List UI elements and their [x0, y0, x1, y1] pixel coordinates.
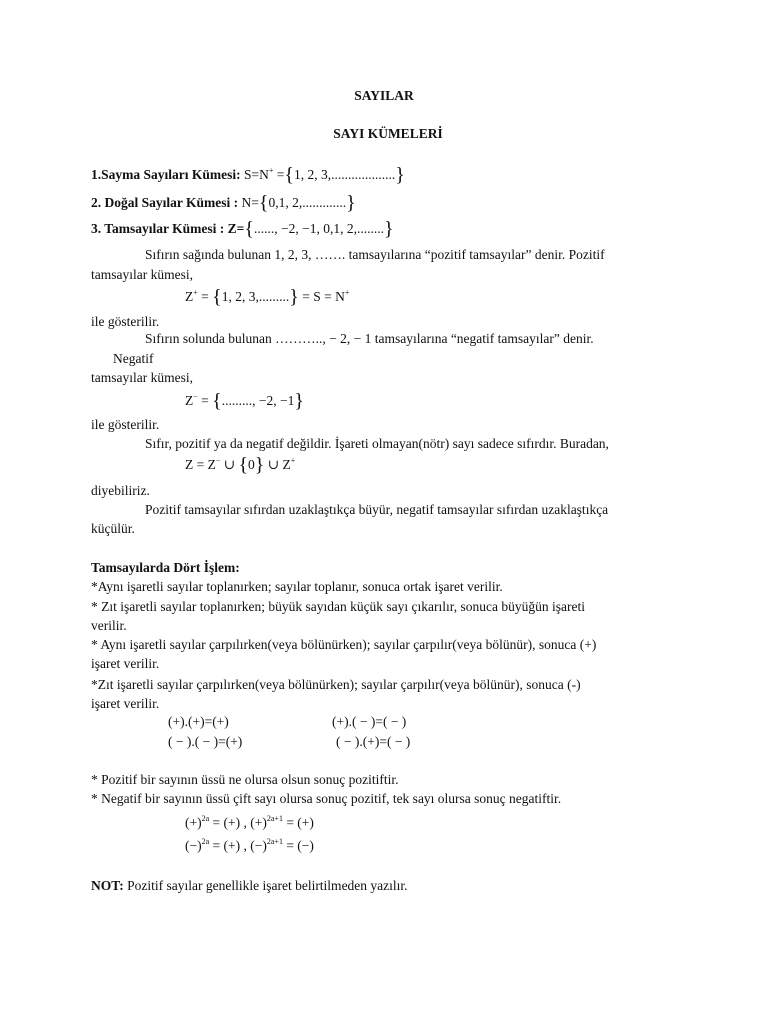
rule-positive-power: * Pozitif bir sayının üssü ne olursa olsun sonuç pozitiftir.	[91, 772, 399, 787]
set-natural	[91, 194, 356, 212]
rule-diff-sign-mul-line2: işaret verilir.	[91, 696, 160, 711]
paragraph-magnitude-line1: Pozitif tamsayılar sıfırdan uzaklaştıkça büyür, negatif tamsayılar sıfırdan uzaklaştıkça	[145, 502, 609, 517]
formula-set: 1, 2, 3,.........	[221, 289, 290, 304]
brace-open: {	[244, 218, 254, 240]
power-part: = (+)	[282, 815, 314, 830]
paragraph-zero-line1: Sıfır, pozitif ya da negatif değildir. İşareti olmayan(nötr) sayı sadece sıfırdır. Buradan,	[145, 436, 609, 451]
formula-set: 0	[248, 457, 255, 472]
set-sep: : Z=	[216, 221, 245, 236]
power-exp: 2a+1	[266, 814, 283, 823]
power-part: = (−)	[282, 838, 314, 853]
rule-negative-power: * Negatif bir sayının üssü çift sayı olursa sonuç pozitif, tek sayı olursa sonuç negatiftir.	[91, 791, 562, 806]
power-exp: 2a	[201, 837, 210, 846]
paragraph-negative-after: ile gösterilir.	[91, 417, 160, 432]
paragraph-negative-line2: Negatif	[113, 351, 154, 366]
brace-close: }	[395, 164, 405, 186]
sign-product-4: ( − ).(+)=( − )	[336, 734, 411, 749]
power-part: = (+) , (−)	[209, 838, 267, 853]
formula-sup: +	[290, 456, 296, 465]
paragraph-positive-line2: tamsayılar kümesi,	[91, 267, 193, 282]
set-label: 1.Sayma Sayıları Kümesi:	[91, 167, 241, 182]
sign-product-2: (+).( − )=( − )	[332, 714, 407, 729]
brace-close: }	[383, 218, 394, 240]
rule-same-sign-mul-line2: işaret verilir.	[91, 656, 160, 671]
brace-open: {	[238, 454, 249, 476]
brace-close: }	[254, 454, 265, 476]
set-label: 2. Doğal Sayılar Kümesi	[91, 195, 231, 210]
set-sep: :	[230, 195, 242, 210]
formula-part: Z	[185, 289, 194, 304]
formula-negative	[185, 392, 304, 410]
set-eq: =	[273, 167, 285, 182]
brace-open: {	[212, 286, 222, 308]
section-title: SAYI KÜMELERİ	[333, 126, 443, 141]
brace-open: {	[212, 390, 222, 412]
set-prefix: N=	[241, 195, 259, 210]
note	[91, 877, 408, 895]
brace-open: {	[284, 164, 295, 186]
formula-sup: −	[215, 456, 221, 465]
paragraph-zero-after: diyebiliriz.	[91, 483, 150, 498]
formula-set: ........., −2, −1	[221, 393, 295, 408]
paragraph-negative-line1: Sıfırın solunda bulunan ……….., − 2, − 1 tamsayılarına “negatif tamsayılar” denir.	[145, 331, 594, 346]
note-text: Pozitif sayılar genellikle işaret belirtilmeden yazılır.	[123, 878, 408, 893]
formula-part: =	[197, 289, 213, 304]
rule-diff-sign-add-line2: verilir.	[91, 618, 127, 633]
formula-sup: +	[344, 288, 350, 297]
sign-product-1: (+).(+)=(+)	[168, 714, 229, 729]
formula-part: Z	[185, 393, 194, 408]
set-content: 1, 2, 3,...................	[294, 167, 396, 182]
formula-sup: +	[193, 288, 198, 297]
power-part: = (+) , (+)	[209, 815, 267, 830]
power-exp: 2a	[201, 814, 210, 823]
set-sup: +	[268, 166, 274, 175]
brace-close: }	[289, 286, 299, 308]
paragraph-magnitude-line2: küçülür.	[91, 521, 135, 536]
paragraph-negative-line3: tamsayılar kümesi,	[91, 370, 193, 385]
page-title: SAYILAR	[354, 88, 414, 103]
power-exp: 2a+1	[266, 837, 283, 846]
formula-part: ∪	[220, 457, 239, 472]
set-label: 3. Tamsayılar Kümesi	[91, 221, 217, 236]
power-base: (+)	[185, 815, 202, 830]
power-formula-positive	[185, 814, 314, 832]
set-prefix: S=N	[244, 167, 269, 182]
brace-close: }	[346, 192, 356, 214]
power-base: (−)	[185, 838, 202, 853]
set-integers	[91, 220, 394, 238]
rule-same-sign-add: *Aynı işaretli sayılar toplanırken; sayılar toplanır, sonuca ortak işaret verilir.	[91, 579, 503, 594]
paragraph-positive-after: ile gösterilir.	[91, 314, 160, 329]
brace-close: }	[294, 390, 304, 412]
operations-heading: Tamsayılarda Dört İşlem:	[91, 560, 240, 575]
rule-diff-sign-add-line1: * Zıt işaretli sayılar toplanırken; büyük sayıdan küçük sayı çıkarılır, sonuca büyüğün işareti	[91, 599, 585, 614]
set-content: ......, −2, −1, 0,1, 2,........	[253, 221, 384, 236]
sign-product-3: ( − ).( − )=(+)	[168, 734, 243, 749]
formula-positive	[185, 288, 349, 306]
formula-zero	[185, 456, 295, 474]
formula-part: ∪ Z	[264, 457, 291, 472]
formula-part: =	[197, 393, 213, 408]
formula-part: Z = Z	[185, 457, 216, 472]
rule-same-sign-mul-line1: * Aynı işaretli sayılar çarpılırken(veya bölünürken); sayılar çarpılır(veya bölünür), sonuca (+)	[91, 637, 597, 652]
note-label: NOT:	[91, 878, 124, 893]
paragraph-positive-line1: Sıfırın sağında bulunan 1, 2, 3, ……. tamsayılarına “pozitif tamsayılar” denir. Pozitif	[145, 247, 605, 262]
formula-part: = S = N	[298, 289, 345, 304]
brace-open: {	[258, 192, 269, 214]
rule-diff-sign-mul-line1: *Zıt işaretli sayılar çarpılırken(veya bölünürken); sayılar çarpılır(veya bölünür), sonuca (-)	[91, 677, 581, 692]
set-natural-counting	[91, 166, 405, 184]
power-formula-negative	[185, 837, 314, 855]
formula-sup: −	[193, 392, 198, 401]
set-content: 0,1, 2,.............	[268, 195, 347, 210]
